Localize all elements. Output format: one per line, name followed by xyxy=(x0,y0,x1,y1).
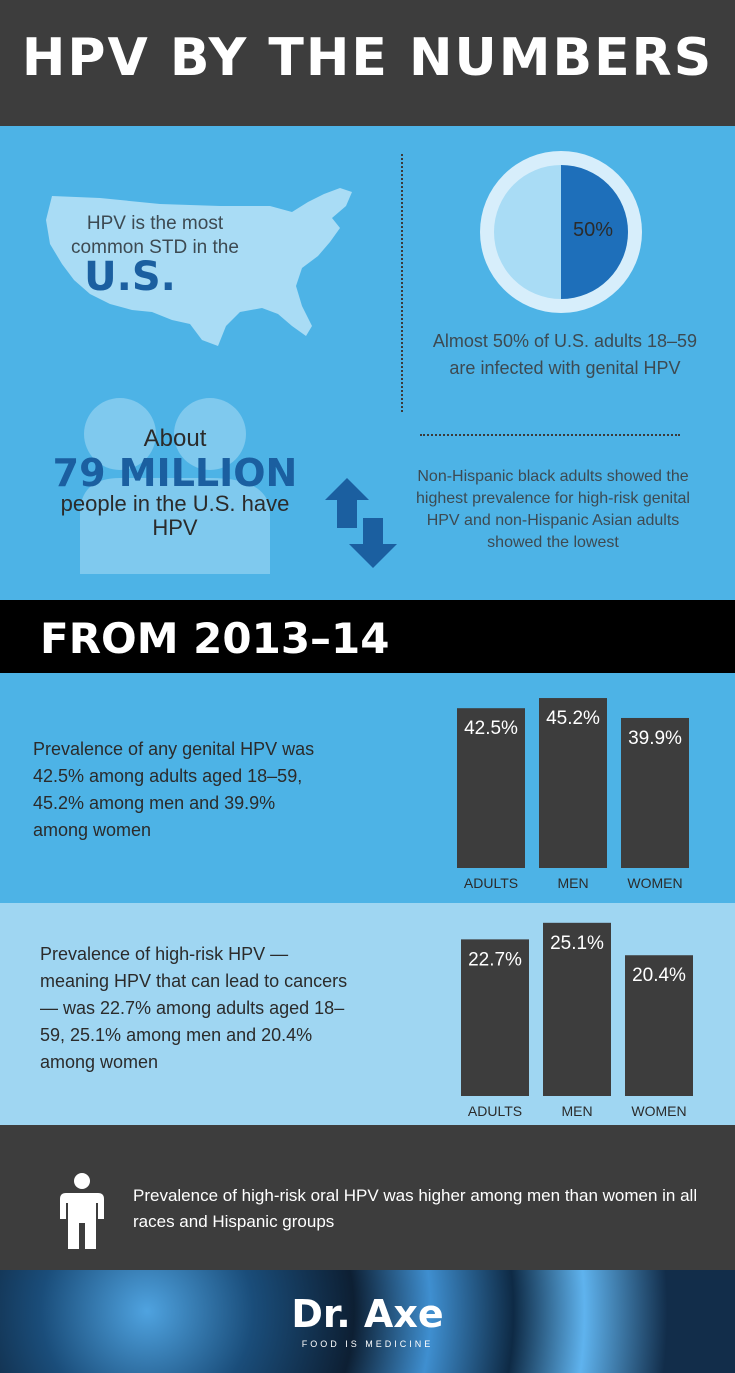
people-text: people in the U.S. have HPV xyxy=(60,491,290,540)
oral-hpv-text: Prevalence of high-risk oral HPV was higher among men than women in all races and Hispanic groups xyxy=(133,1186,698,1231)
page-title: HPV BY THE NUMBERS xyxy=(21,28,714,88)
high-risk-hpv-category-label-women: WOMEN xyxy=(631,1103,687,1119)
period-band xyxy=(0,600,735,673)
genital-hpv-text: Prevalence of any genital HPV was 42.5% among adults aged 18–59, 45.2% among men and 39.9% among women xyxy=(33,739,315,840)
genital-hpv-bar-chart xyxy=(440,683,710,898)
header xyxy=(0,0,735,126)
race-text: Non-Hispanic black adults showed the highest prevalence for high-risk genital HPV and non-Hispanic Asian adults showed the lowest xyxy=(416,468,690,551)
high-risk-hpv-category-label-men: MEN xyxy=(561,1103,593,1119)
facts-section xyxy=(0,126,735,600)
high-risk-hpv-value-label-adults: 22.7% xyxy=(468,949,522,971)
oral-hpv-section xyxy=(0,1125,735,1270)
horizontal-divider xyxy=(420,434,680,436)
high-risk-hpv-value-label-men: 25.1% xyxy=(550,932,604,954)
genital-hpv-category-label-men: MEN xyxy=(557,875,589,891)
period-title: FROM 2013–14 xyxy=(40,614,390,663)
genital-hpv-section xyxy=(0,673,735,903)
high-risk-hpv-text: Prevalence of high-risk HPV — meaning HPV that can lead to cancers — was 22.7% among adults aged 18–59, 25.1% among men and 20.4% among women xyxy=(40,944,348,1072)
high-risk-hpv-value-label-women: 20.4% xyxy=(632,965,686,987)
genital-hpv-value-label-adults: 42.5% xyxy=(464,718,518,740)
pie-label: 50% xyxy=(572,219,614,241)
brand-tagline: FOOD IS MEDICINE xyxy=(301,1339,434,1349)
high-risk-hpv-category-label-adults: ADULTS xyxy=(467,1103,523,1119)
genital-hpv-value-label-men: 45.2% xyxy=(546,708,600,730)
pie-caption: Almost 50% of U.S. adults 18–59 are infected with genital HPV xyxy=(432,331,698,378)
genital-hpv-category-label-adults: ADULTS xyxy=(463,875,519,891)
map-text: HPV is the most common STD in the xyxy=(71,213,239,258)
about-text: About xyxy=(143,425,207,452)
million-figure: 79 MILLION xyxy=(52,451,298,495)
genital-hpv-value-label-women: 39.9% xyxy=(628,727,682,749)
person-icon xyxy=(58,1173,106,1249)
vertical-divider xyxy=(401,154,403,412)
high-risk-hpv-section xyxy=(0,903,735,1125)
brand-logo: Dr. Axe xyxy=(291,1292,444,1336)
map-highlight: U.S. xyxy=(84,254,176,300)
high-risk-hpv-bar-chart xyxy=(444,913,714,1125)
footer xyxy=(0,1270,735,1373)
up-down-arrows-icon xyxy=(325,478,405,568)
genital-hpv-category-label-women: WOMEN xyxy=(627,875,683,891)
